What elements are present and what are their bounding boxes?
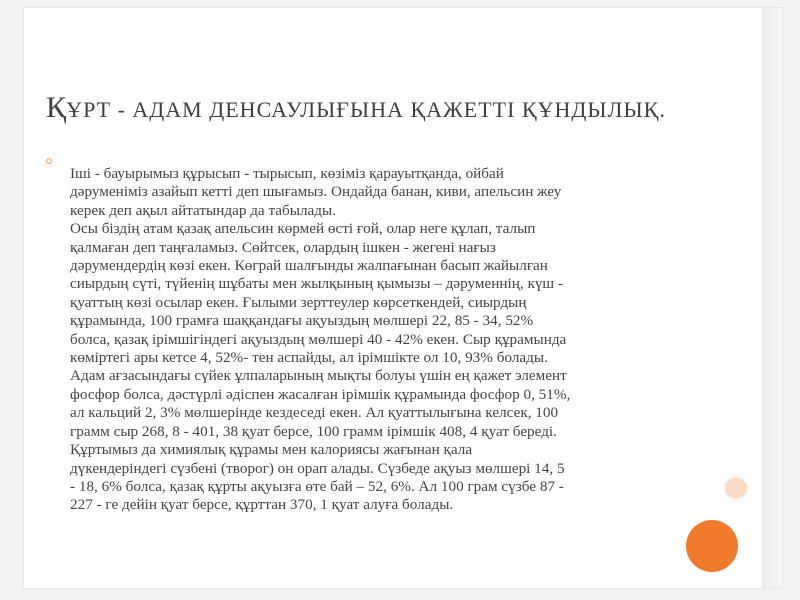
decorative-circles: [654, 458, 754, 578]
bullet-icon: [46, 158, 52, 164]
body-line: болса, қазақ ірімшігіндегі ақуыздың мөлшері 40 - 42% екен. Сыр құрамында: [70, 330, 567, 348]
slide-edge-decoration: [762, 8, 782, 588]
body-line: қалмаған деп таңғаламыз. Сөйтсек, олардың ішкен - жегені нағыз: [70, 238, 496, 256]
body-line: керек деп ақыл айтатындар да табылады.: [70, 201, 337, 219]
slide: [24, 8, 782, 588]
body-line: фосфор болса, дәстүрлі әдіспен жасалған ірімшік құрамында фосфор 0, 51%,: [70, 385, 571, 403]
body-line: Осы біздің атам қазақ апельсин көрмей өсті ғой, олар неге құлап, талып: [70, 220, 536, 238]
body-line: құрамында, 100 грамға шаққандағы ақуыздың мөлшері 22, 85 - 34, 52%: [70, 312, 534, 330]
slide-title: [46, 91, 666, 125]
body-line: - 18, 6% болса, қазақ құрты ақуызға өте бай – 52, 6%. Ал 100 грам сүзбе 87 -: [70, 477, 564, 495]
decor-circle-small: [725, 477, 747, 499]
body-line: ал кальций 2, 3% мөлшерінде кездеседі екен. Ал қуаттылығына келсек, 100: [70, 404, 559, 422]
body-line: грамм сыр 268, 8 - 401, 38 қуат берсе, 100 грамм ірімшік 408, 4 қуат береді.: [70, 422, 557, 440]
decor-circle-large: [686, 520, 738, 572]
body-line: Құртымыз да химиялық құрамы мен калориясы жағынан қала: [70, 441, 473, 459]
body-line: дүкендеріндегі сүзбені (творог) он орап алады. Сүзбеде ақуыз мөлшері 14, 5: [70, 459, 565, 477]
body-line: Адам ағзасындағы сүйек ұлпаларының мықты болуы үшін ең қажет элемент: [70, 367, 567, 385]
body-line: көміртегі ары кетсе 4, 52%- тен аспайды, ал ірімшікте ол 10, 93% болады.: [70, 349, 548, 367]
body-line: Іші - бауырымыз құрысып - тырысып, көзіміз қарауытқанда, ойбай: [70, 165, 504, 182]
body-line: дәрумендердің көзі екен. Көграй шалғынды жалпағынан басып жайылған: [70, 257, 548, 275]
body-line: 227 - ге дейін қуат берсе, құрттан 370, 1 қуат алуға болады.: [70, 496, 454, 514]
body-line: сиырдың сүті, түйенің шұбаты мен жылқының қымызы – дәруменнің, күш -: [70, 275, 563, 293]
title-rest: АДАМ ДЕНСАУЛЫҒЫНА ҚАЖЕТТІ ҚҰНДЫЛЫҚ.: [132, 97, 666, 122]
body-line: дәруменіміз азайып кетті деп шығамыз. Ондайда банан, киви, апельсин жеу: [70, 183, 562, 201]
title-first-letter: Қ: [46, 91, 67, 124]
body-line: қуаттың көзі осылар екен. Ғылыми зерттеулер көрсеткендей, сиырдың: [70, 293, 527, 311]
title-word1-rest: ҰРТ: [66, 97, 112, 122]
title-dash: -: [111, 97, 133, 122]
body-paragraph: [70, 165, 700, 515]
